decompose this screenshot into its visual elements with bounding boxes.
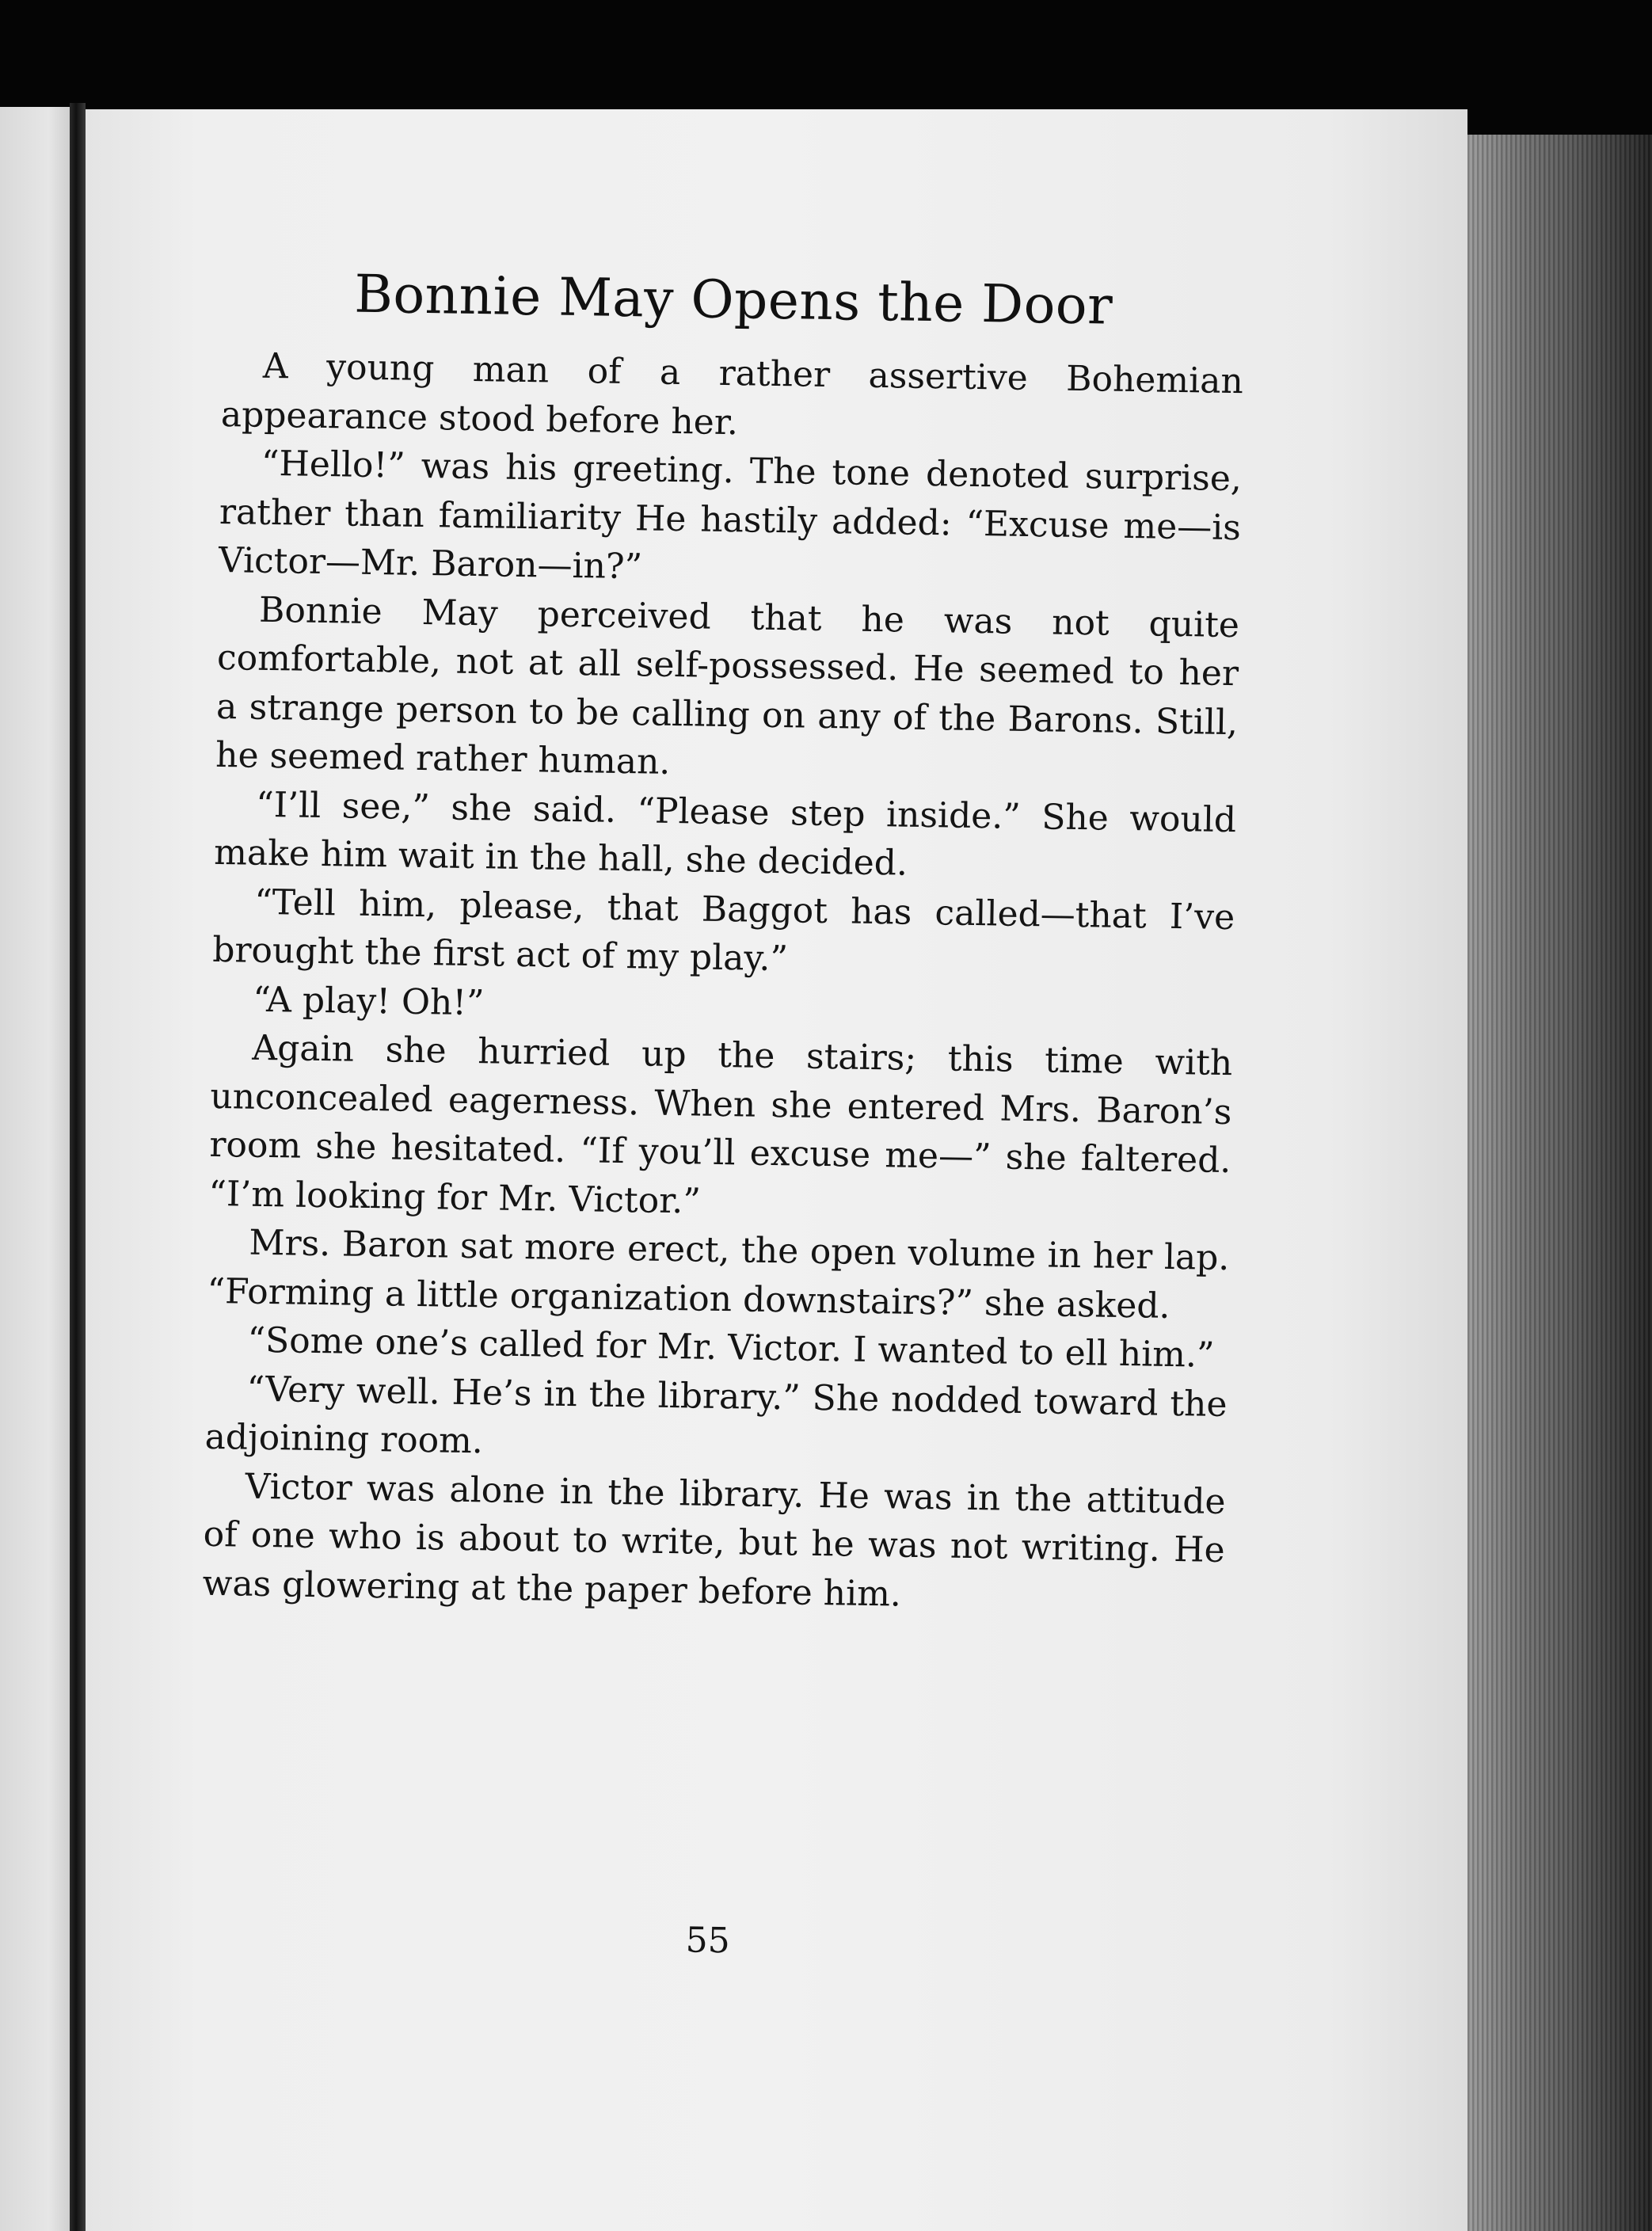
paragraph: A young man of a rather assertive Bohemian appearance stood before her. [220, 345, 1244, 443]
paragraph: “A play! Oh!” [252, 979, 485, 1023]
paragraph: Bonnie May perceived that he was not quite comfortable, not at all self-possessed. He seemed to her a strange person to be calling on any of the Barons. Still, he seemed rather human. [215, 589, 1240, 782]
book-gutter [70, 103, 86, 2231]
paragraph: “Very well. He’s in the library.” She nodded toward the adjoining room. [204, 1369, 1228, 1462]
paragraph: Mrs. Baron sat more erect, the open volume in her lap. “Forming a little organization downstairs?” she asked. [207, 1222, 1230, 1327]
paragraph: Victor was alone in the library. He was in the attitude of one who is about to write, but he was not writing. He was glowering at the paper before him. [202, 1466, 1226, 1615]
paragraph: “Tell him, please, that Baggot has called—that I’ve brought the first act of my play.” [211, 881, 1235, 980]
running-title: Bonnie May Opens the Door [353, 263, 1113, 337]
page-number: 55 [685, 1920, 731, 1962]
facing-page-edge [0, 107, 70, 2231]
paragraph: “Some one’s called for Mr. Victor. I wanted to ell him.” [247, 1319, 1215, 1376]
page-edges [1467, 135, 1652, 2231]
paragraph: “Hello!” was his greeting. The tone denoted surprise, rather than familiarity He hastily added: “Excuse me—is Victor—Mr. Baron—in?” [218, 443, 1243, 588]
page-text-block [202, 261, 1245, 1962]
paragraph: “I’ll see,” she said. “Please step inside.” She would make him wait in the hall, she decided. [213, 784, 1237, 884]
paragraph: Again she hurried up the stairs; this time with unconcealed eagerness. When she entered Mrs. Baron’s room she hesitated. “If you’ll excuse me—” she faltered. “I’m looking for Mr. Victor.” [208, 1027, 1233, 1222]
